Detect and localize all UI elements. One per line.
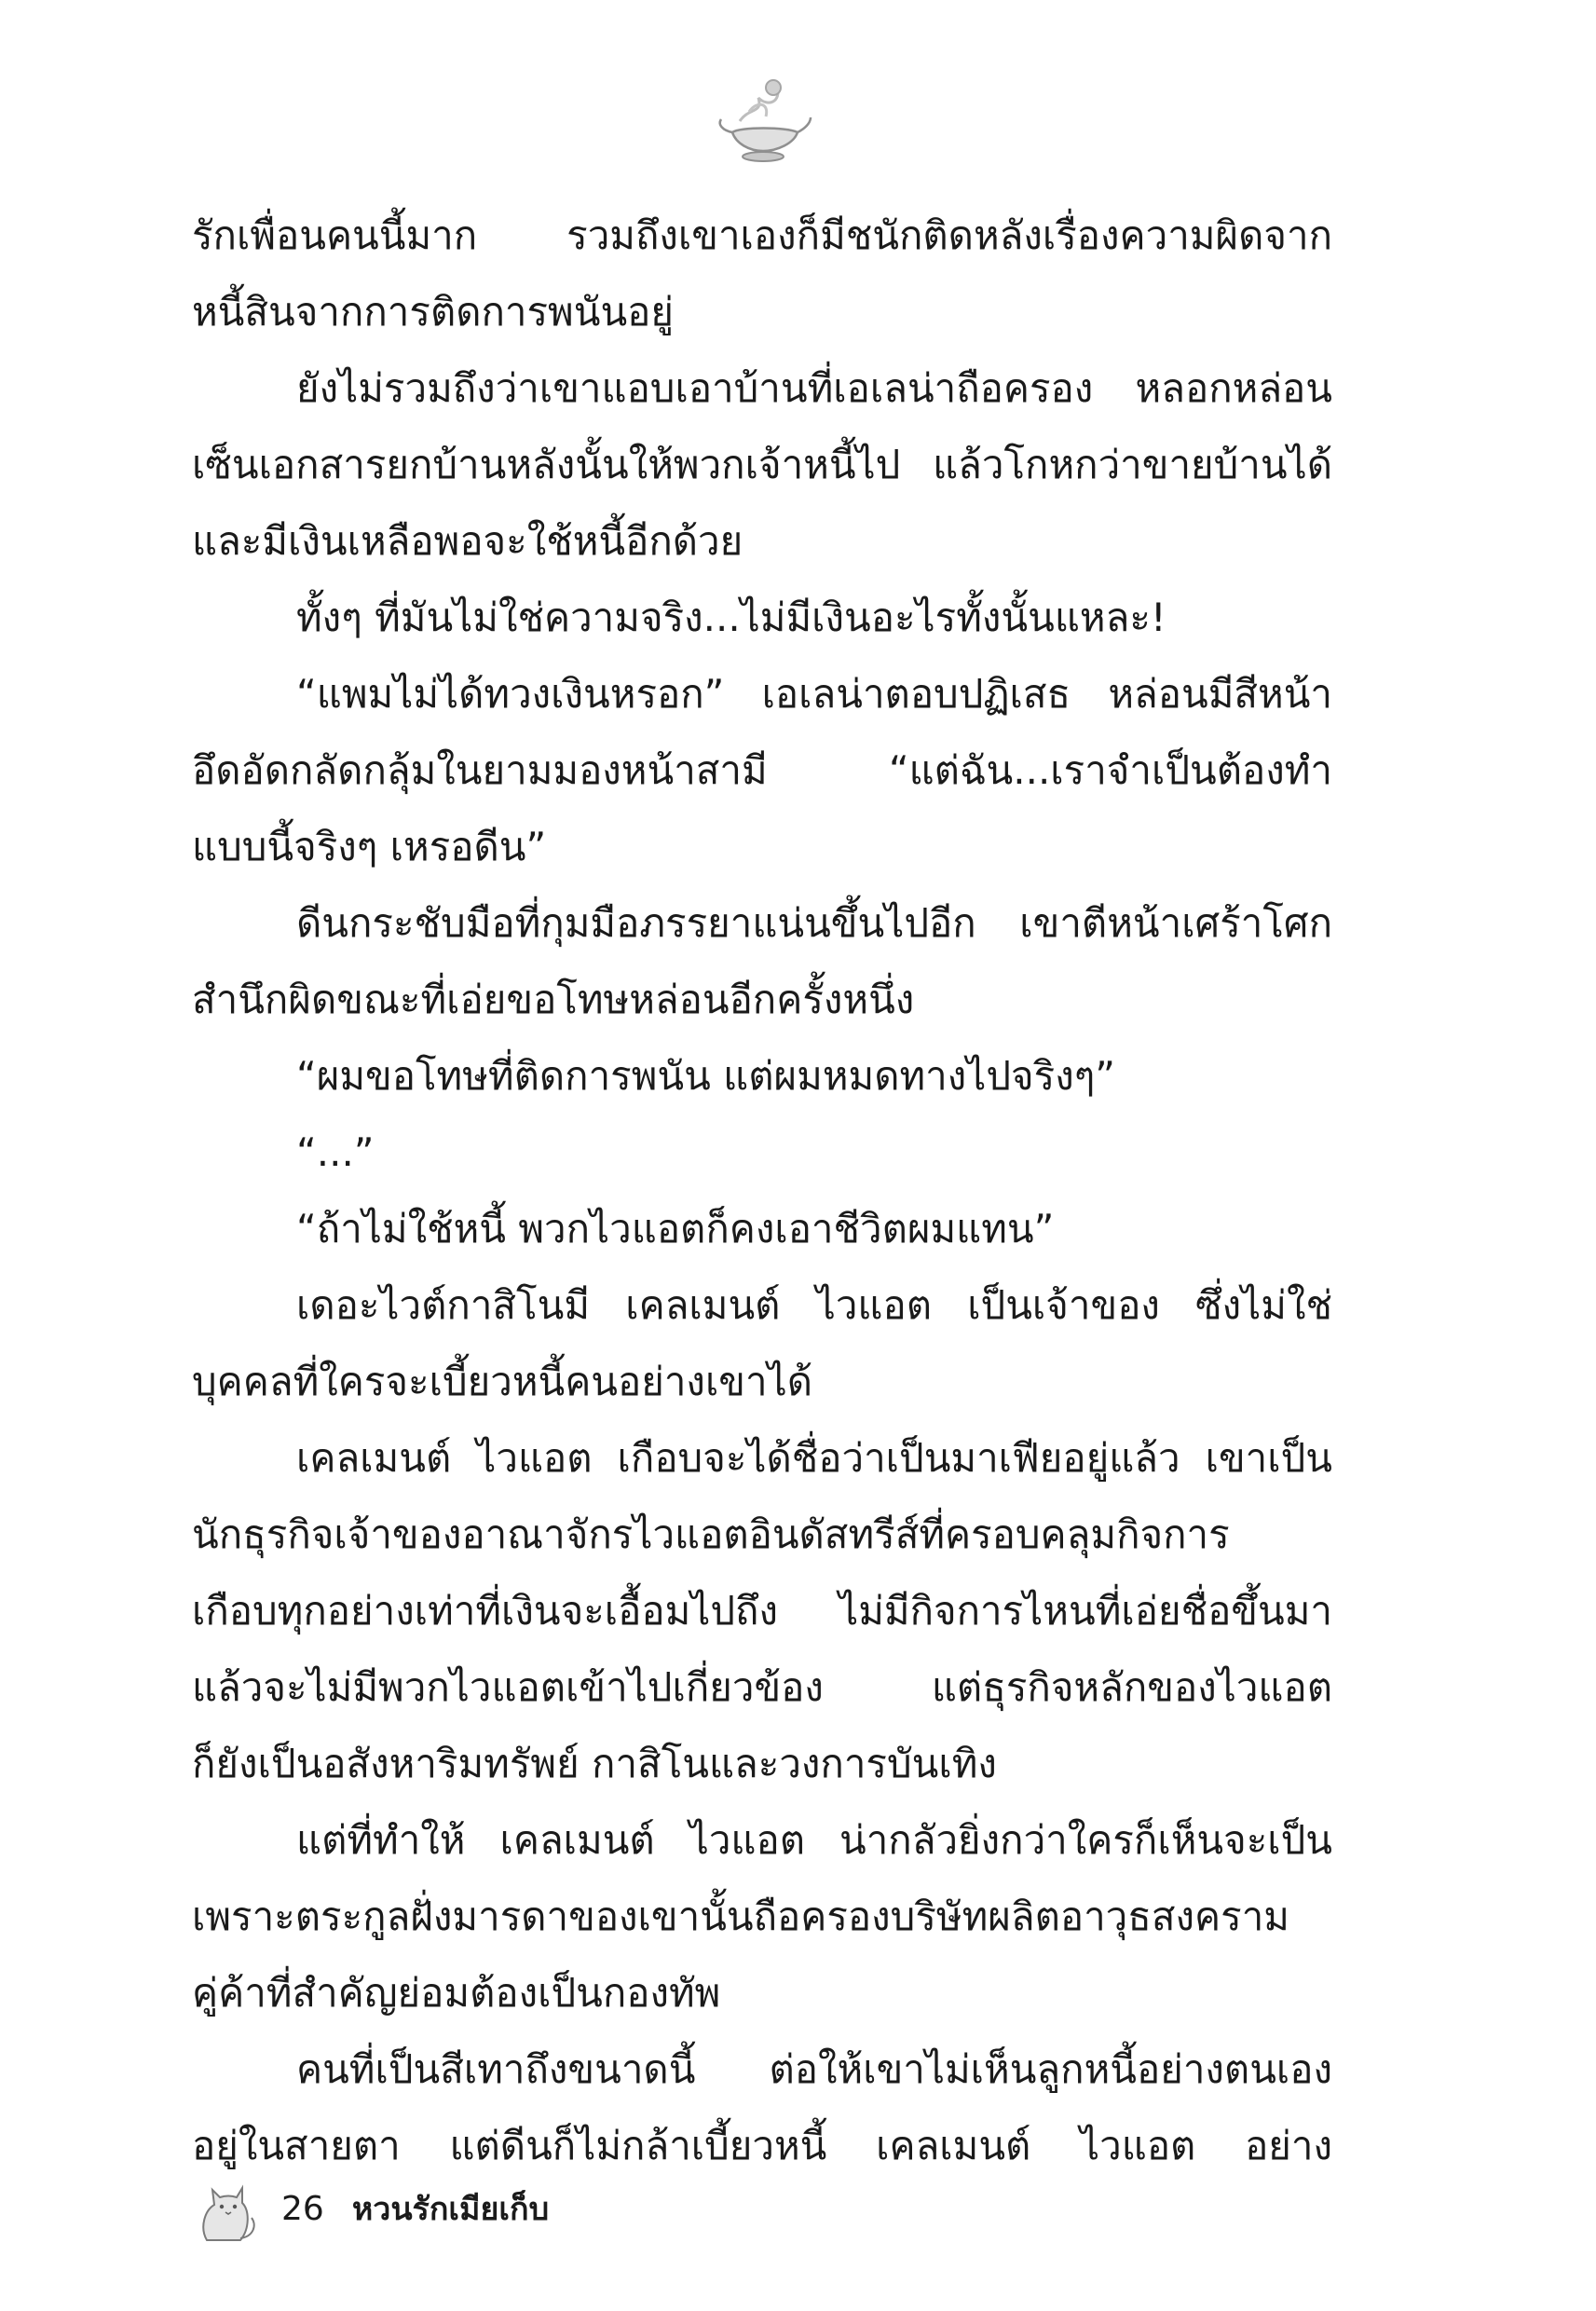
text-line: อยู่ในสายตา แต่ดีนก็ไม่กล้าเบี้ยวหนี้ เคลเมนต์ ไวแอต อย่าง	[192, 2123, 1332, 2168]
text-line: รักเพื่อนคนนี้มาก รวมถึงเขาเองก็มีชนักติดหลังเรื่องความผิดจาก	[192, 212, 1332, 258]
text-line: แบบนี้จริงๆ เหรอดีน”	[192, 824, 547, 869]
text-line: เคลเมนต์ ไวแอต เกือบจะได้ชื่อว่าเป็นมาเฟียอยู่แล้ว เขาเป็น	[296, 1435, 1332, 1481]
page-number: 26	[281, 2189, 324, 2228]
text-line: เพราะตระกูลฝั่งมารดาของเขานั้นถือครองบริษัทผลิตอาวุธสงคราม	[192, 1894, 1289, 1939]
text-line: เกือบทุกอย่างเท่าที่เงินจะเอื้อมไปถึง ไม่มีกิจการไหนที่เอ่ยชื่อขึ้นมา	[192, 1588, 1332, 1634]
magic-lamp-icon	[712, 75, 814, 168]
text-line: ทั้งๆ ที่มันไม่ใช่ความจริง...ไม่มีเงินอะไรทั้งนั้นแหละ!	[296, 595, 1166, 640]
text-line: แต่ที่ทำให้ เคลเมนต์ ไวแอต น่ากลัวยิ่งกว่าใครก็เห็นจะเป็น	[296, 1817, 1332, 1863]
text-line: นักธุรกิจเจ้าของอาณาจักรไวแอตอินดัสทรีส์ที่ครอบคลุมกิจการ	[192, 1511, 1230, 1557]
text-line: “ถ้าไม่ใช้หนี้ พวกไวแอตก็คงเอาชีวิตผมแทน”	[296, 1206, 1055, 1251]
text-line: ก็ยังเป็นอสังหาริมทรัพย์ กาสิโนและวงการบันเทิง	[192, 1741, 997, 1786]
text-line: ดีนกระชับมือที่กุมมือภรรยาแน่นขึ้นไปอีก เขาตีหน้าเศร้าโศก	[296, 900, 1332, 946]
text-line: และมีเงินเหลือพอจะใช้หนี้อีกด้วย	[192, 518, 743, 564]
text-line: แล้วจะไม่มีพวกไวแอตเข้าไปเกี่ยวข้อง แต่ธุรกิจหลักของไวแอต	[192, 1664, 1332, 1710]
body-text	[192, 198, 1332, 2184]
text-line: “แพมไม่ได้ทวงเงินหรอก” เอเลน่าตอบปฏิเสธ หล่อนมีสีหน้า	[296, 671, 1332, 717]
text-line: คู่ค้าที่สำคัญย่อมต้องเป็นกองทัพ	[192, 1970, 721, 2016]
text-line: หนี้สินจากการติดการพนันอยู่	[192, 289, 675, 335]
text-line: “...”	[296, 1129, 375, 1175]
text-line: สำนึกผิดขณะที่เอ่ยขอโทษหล่อนอีกครั้งหนึ่ง	[192, 977, 915, 1022]
page-footer	[186, 2171, 549, 2246]
book-title: หวนรักเมียเก็บ	[351, 2191, 550, 2228]
cat-icon	[186, 2171, 261, 2246]
text-line: “ผมขอโทษที่ติดการพนัน แต่ผมหมดทางไปจริงๆ”	[296, 1053, 1116, 1099]
text-line: ยังไม่รวมถึงว่าเขาแอบเอาบ้านที่เอเลน่าถือครอง หลอกหล่อน	[296, 365, 1332, 411]
text-line: อึดอัดกลัดกลุ้มในยามมองหน้าสามี “แต่ฉัน...เราจำเป็นต้องทำ	[192, 747, 1332, 793]
text-line: เดอะไวต์กาสิโนมี เคลเมนต์ ไวแอต เป็นเจ้าของ ซึ่งไม่ใช่	[296, 1282, 1332, 1328]
text-line: เซ็นเอกสารยกบ้านหลังนั้นให้พวกเจ้าหนี้ไป แล้วโกหกว่าขายบ้านได้	[192, 442, 1332, 487]
text-line: คนที่เป็นสีเทาถึงขนาดนี้ ต่อให้เขาไม่เห็นลูกหนี้อย่างตนเอง	[296, 2046, 1332, 2092]
text-line: บุคคลที่ใครจะเบี้ยวหนี้คนอย่างเขาได้	[192, 1359, 812, 1404]
